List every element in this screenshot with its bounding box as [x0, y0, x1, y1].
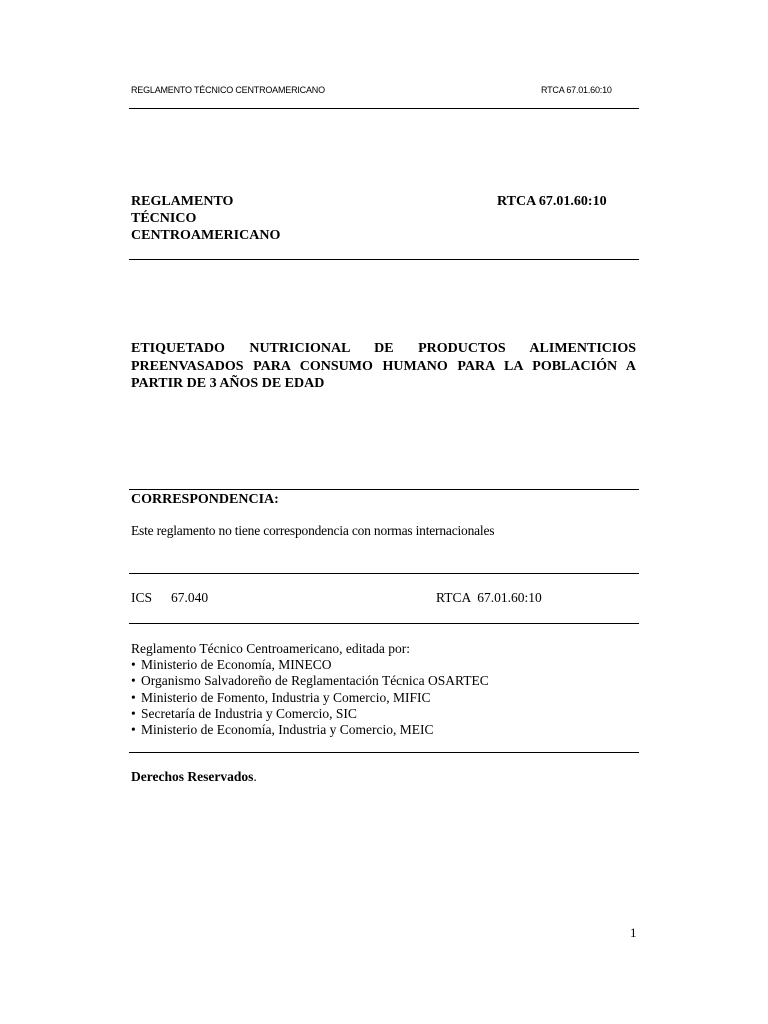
editor-item — [131, 706, 489, 722]
editor-item — [131, 673, 489, 689]
editor-name: Secretaría de Industria y Comercio, SIC — [141, 705, 357, 721]
bullet-icon: • — [131, 722, 136, 738]
editor-name: Ministerio de Economía, MINECO — [141, 657, 332, 673]
bullet-icon: • — [131, 673, 136, 689]
rights-suffix: . — [253, 769, 257, 784]
rights-label: Derechos Reservados — [131, 769, 254, 784]
bullet-icon: • — [131, 657, 136, 673]
editor-name: Ministerio de Fomento, Industria y Comercio, MIFIC — [141, 689, 431, 705]
regulation-type-block — [131, 193, 280, 244]
correspondence-bottom-divider — [129, 573, 639, 574]
document-title-line: PARTIR DE 3 AÑOS DE EDAD — [131, 376, 325, 391]
rights-line — [131, 769, 257, 785]
editors-block — [131, 641, 489, 738]
editor-name: Organismo Salvadoreño de Reglamentación Técnica OSARTEC — [141, 673, 489, 689]
page-number: 1 — [630, 925, 637, 940]
header-divider — [129, 108, 639, 109]
bullet-icon: • — [131, 705, 136, 721]
editors-intro: Reglamento Técnico Centroamericano, editada por: — [131, 641, 411, 656]
editor-item — [131, 690, 489, 706]
document-title-line: PREENVASADOS PARA CONSUMO HUMANO PARA LA POBLACIÓN A — [131, 358, 636, 374]
regulation-type-line: REGLAMENTO — [131, 194, 234, 209]
correspondence-heading: CORRESPONDENCIA: — [131, 492, 279, 507]
regulation-type-line: TÉCNICO — [131, 211, 197, 226]
ics-value: 67.040 — [171, 590, 209, 605]
title-divider — [129, 259, 639, 260]
document-title-line: ETIQUETADO NUTRICIONAL DE PRODUCTOS ALIMENTICIOS — [131, 341, 636, 356]
bullet-icon: • — [131, 689, 136, 705]
regulation-type-line: CENTROAMERICANO — [131, 228, 281, 243]
running-header-code: RTCA 67.01.60:10 — [541, 85, 612, 95]
editor-name: Ministerio de Economía, Industria y Comercio, MEIC — [141, 722, 434, 738]
editor-item — [131, 722, 489, 738]
correspondence-top-divider — [129, 489, 639, 490]
ics-regulation-code: RTCA 67.01.60:10 — [436, 590, 542, 605]
document-title — [131, 340, 636, 393]
correspondence-text: Este reglamento no tiene correspondencia con normas internacionales — [131, 523, 495, 538]
running-header-title: REGLAMENTO TÉCNICO CENTROAMERICANO — [131, 85, 325, 95]
editors-divider — [129, 752, 639, 753]
ics-divider — [129, 623, 639, 624]
editor-item — [131, 657, 489, 673]
regulation-code: RTCA 67.01.60:10 — [497, 194, 607, 209]
ics-label: ICS — [131, 590, 153, 605]
